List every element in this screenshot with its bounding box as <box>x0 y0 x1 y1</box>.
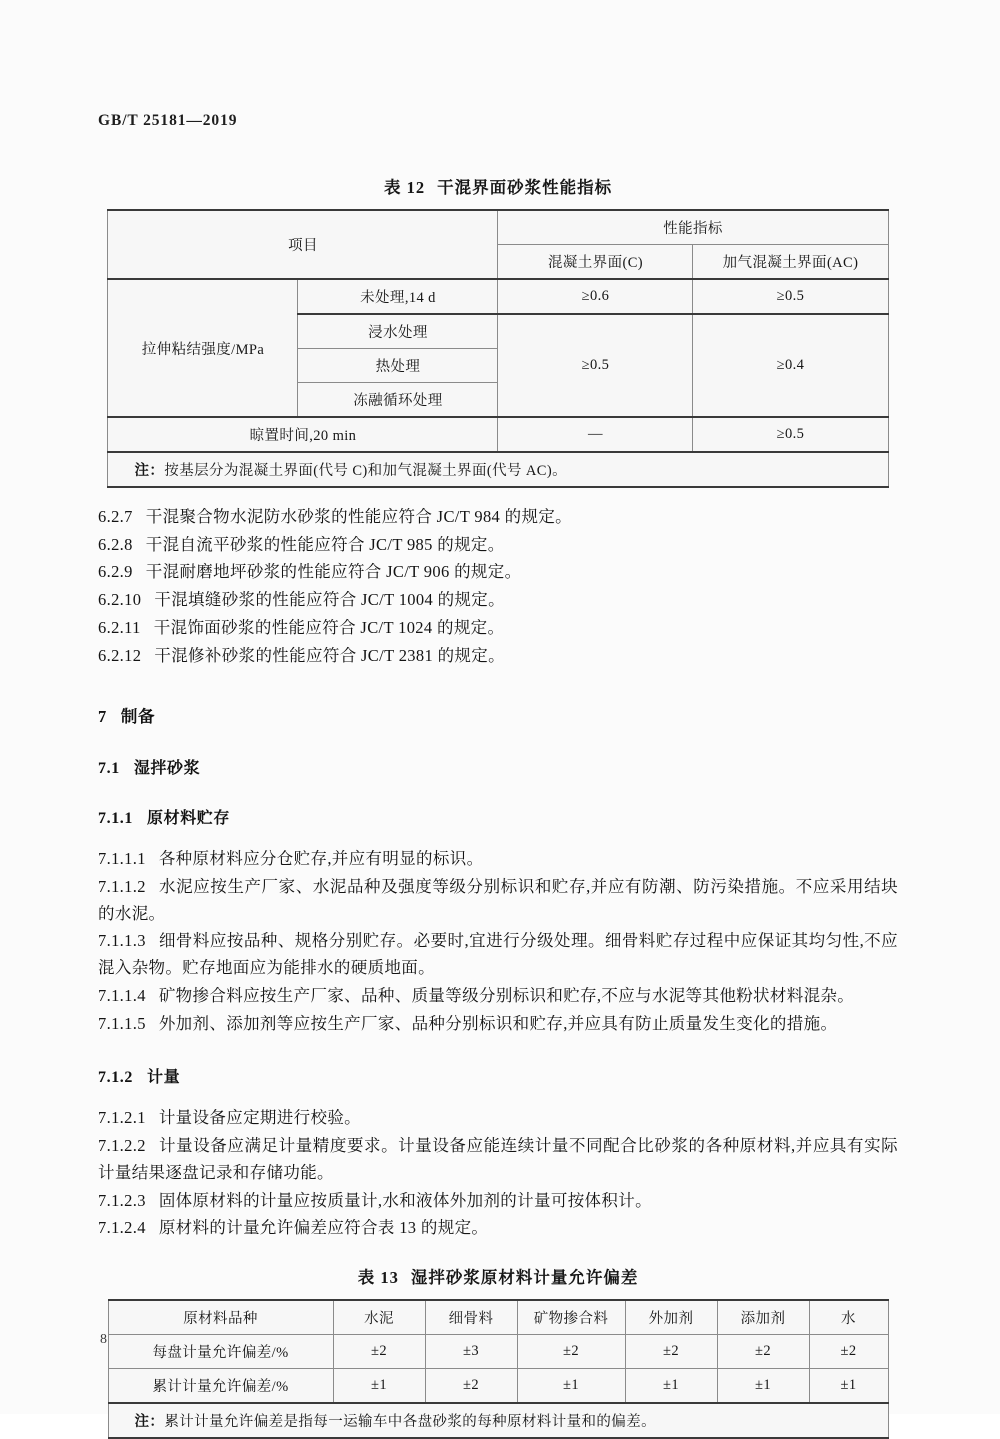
table-13-cell: ±1 <box>517 1368 625 1403</box>
table-12-note-row <box>108 452 888 487</box>
table-12-condition: 热处理 <box>298 349 498 383</box>
table-13-caption <box>98 1264 898 1288</box>
table-13-caption-title: 湿拌砂浆原材料计量允许偏差 <box>410 1267 639 1287</box>
table-12-header-performance: 性能指标 <box>498 210 888 245</box>
clause-7-1-1-5 <box>98 1011 898 1038</box>
table-13-header-row <box>108 1300 888 1335</box>
table-13-cell: ±2 <box>625 1334 717 1368</box>
clause-number: 7.1.1.4 <box>98 985 146 1005</box>
clause-6-2-10 <box>98 587 898 614</box>
clause-text: 各种原材料应分仓贮存,并应有明显的标识。 <box>158 849 484 869</box>
clause-text: 计量设备应满足计量精度要求。计量设备应能连续计量不同配合比砂浆的各种原材料,并应具有实际计量结果逐盘记录和存储功能。 <box>98 1136 898 1182</box>
table-12-note-text: 按基层分为混凝土界面(代号 C)和加气混凝土界面(代号 AC)。 <box>164 463 567 479</box>
clause-text: 细骨料应按品种、规格分别贮存。必要时,宜进行分级处理。细骨料贮存过程中应保证其均匀性,不应混入杂物。贮存地面应为能排水的硬质地面。 <box>98 931 898 978</box>
clause-number: 6.2.7 <box>98 507 133 526</box>
clause-number: 6.2.11 <box>98 617 141 637</box>
section-number: 7.1.2 <box>98 1069 133 1087</box>
page-content <box>98 160 898 1439</box>
clause-text: 干混填缝砂浆的性能应符合 JC/T 1004 的规定。 <box>154 590 505 610</box>
clause-text: 固体原材料的计量应按质量计,水和液体外加剂的计量可按体积计。 <box>158 1190 652 1210</box>
table-12-value-ac: ≥0.5 <box>693 279 888 314</box>
clause-number: 6.2.9 <box>98 562 133 582</box>
table-13-cell: ±1 <box>333 1368 425 1403</box>
section-title: 计量 <box>147 1069 181 1087</box>
clause-number: 7.1.1.2 <box>98 877 146 897</box>
table-13-header-mineral-admixture: 矿物掺合料 <box>517 1300 625 1335</box>
table-13 <box>108 1299 889 1439</box>
table-12-header-item: 项目 <box>108 210 498 279</box>
table-13-note-row <box>108 1403 888 1438</box>
section-number: 7 <box>98 707 107 727</box>
clause-number: 7.1.2.3 <box>98 1190 146 1210</box>
paragraph-block-7-1-1 <box>98 846 898 1037</box>
table-12-value-ac: ≥0.4 <box>693 314 888 417</box>
section-heading-7 <box>98 703 898 727</box>
clause-number: 6.2.10 <box>98 590 142 610</box>
table-12-value-c: ≥0.5 <box>498 314 693 417</box>
clause-text: 干混耐磨地坪砂浆的性能应符合 JC/T 906 的规定。 <box>145 562 522 582</box>
table-13-cell: ±2 <box>333 1334 425 1368</box>
clause-list-6-2 <box>98 504 898 669</box>
table-row <box>108 279 888 314</box>
table-12-header-sub-aerated: 加气混凝土界面(AC) <box>693 245 888 280</box>
clause-text: 外加剂、添加剂等应按生产厂家、品种分别标识和贮存,并应具有防止质量发生变化的措施。 <box>158 1013 838 1033</box>
section-heading-7-1-1 <box>98 805 898 828</box>
table-12-note <box>108 452 888 487</box>
table-13-cell: ±1 <box>625 1368 717 1403</box>
clause-7-1-2-1 <box>98 1105 898 1132</box>
paragraph-block-7-1-2 <box>98 1105 898 1242</box>
table-12-condition: 冻融循环处理 <box>298 383 498 418</box>
table-12-value-c: — <box>498 417 693 452</box>
clause-6-2-7 <box>98 504 898 531</box>
table-12-condition: 未处理,14 d <box>298 279 498 314</box>
table-13-row-label: 每盘计量允许偏差/% <box>108 1334 333 1368</box>
table-12-caption <box>98 174 898 198</box>
table-13-header-water: 水 <box>809 1300 888 1335</box>
table-row <box>108 210 888 245</box>
table-13-caption-label: 表 13 <box>357 1267 399 1287</box>
section-title: 制备 <box>120 707 156 727</box>
clause-text: 水泥应按生产厂家、水泥品种及强度等级分别标识和贮存,并应有防潮、防污染措施。不应采用结块的水泥。 <box>98 877 898 923</box>
table-12-row-group-label: 拉伸粘结强度/MPa <box>108 279 298 417</box>
page-number: 8 <box>100 1332 107 1347</box>
clause-text: 干混修补砂浆的性能应符合 JC/T 2381 的规定。 <box>154 645 505 665</box>
table-12-note-label: 注： <box>134 463 165 479</box>
clause-6-2-11 <box>98 615 898 642</box>
table-13-header-chemical-admixture: 外加剂 <box>625 1300 717 1335</box>
table-13-note <box>108 1403 888 1438</box>
clause-7-1-1-3 <box>98 928 898 981</box>
section-number: 7.1 <box>98 760 120 778</box>
clause-7-1-2-2 <box>98 1133 898 1186</box>
table-13-header-material: 原材料品种 <box>108 1300 333 1335</box>
table-row <box>108 417 888 452</box>
clause-number: 7.1.2.2 <box>98 1136 146 1156</box>
table-12-caption-title: 干混界面砂浆性能指标 <box>437 178 613 197</box>
table-12-header-sub-concrete: 混凝土界面(C) <box>498 245 693 280</box>
table-13-header-cement: 水泥 <box>333 1300 425 1335</box>
clause-7-1-1-2 <box>98 874 898 927</box>
table-12-caption-label: 表 12 <box>383 178 426 197</box>
table-row <box>108 1368 888 1403</box>
section-title: 原材料贮存 <box>147 810 231 828</box>
table-13-cell: ±2 <box>425 1368 517 1403</box>
table-row <box>108 1334 888 1368</box>
table-12-condition: 浸水处理 <box>298 314 498 349</box>
table-13-row-label: 累计计量允许偏差/% <box>108 1368 333 1403</box>
table-12-value-ac: ≥0.5 <box>693 417 888 452</box>
table-13-note-text: 累计计量允许偏差是指每一运输车中各盘砂浆的每种原材料计量和的偏差。 <box>164 1413 657 1430</box>
running-head-standard-code: GB/T 25181—2019 <box>98 112 238 129</box>
clause-text: 干混饰面砂浆的性能应符合 JC/T 1024 的规定。 <box>153 617 505 637</box>
clause-text: 计量设备应定期进行校验。 <box>158 1108 362 1128</box>
table-13-cell: ±2 <box>717 1334 809 1368</box>
section-title: 湿拌砂浆 <box>133 760 201 778</box>
clause-text: 干混自流平砂浆的性能应符合 JC/T 985 的规定。 <box>145 534 505 554</box>
clause-7-1-1-4 <box>98 983 898 1010</box>
table-13-cell: ±2 <box>517 1334 625 1368</box>
clause-text: 干混聚合物水泥防水砂浆的性能应符合 JC/T 984 的规定。 <box>145 507 573 526</box>
clause-number: 7.1.1.5 <box>98 1013 146 1033</box>
table-13-cell: ±2 <box>809 1334 888 1368</box>
section-heading-7-1-2 <box>98 1064 898 1087</box>
section-heading-7-1 <box>98 755 898 778</box>
clause-6-2-12 <box>98 643 898 670</box>
clause-number: 7.1.2.1 <box>98 1108 146 1128</box>
table-13-cell: ±1 <box>809 1368 888 1403</box>
clause-number: 7.1.2.4 <box>98 1218 146 1238</box>
clause-6-2-9 <box>98 559 898 586</box>
table-13-header-fine-aggregate: 细骨料 <box>425 1300 517 1335</box>
table-13-header-additive: 添加剂 <box>717 1300 809 1335</box>
clause-number: 6.2.12 <box>98 645 142 665</box>
table-12 <box>107 209 888 488</box>
clause-7-1-2-4 <box>98 1215 898 1242</box>
section-number: 7.1.1 <box>98 810 133 828</box>
table-13-cell: ±1 <box>717 1368 809 1403</box>
clause-number: 7.1.1.1 <box>98 849 146 869</box>
table-12-value-c: ≥0.6 <box>498 279 693 314</box>
table-13-cell: ±3 <box>425 1334 517 1368</box>
table-13-note-label: 注： <box>134 1413 165 1430</box>
clause-6-2-8 <box>98 532 898 559</box>
table-12-condition: 晾置时间,20 min <box>108 417 498 452</box>
clause-number: 6.2.8 <box>98 534 133 554</box>
clause-text: 矿物掺合料应按生产厂家、品种、质量等级分别标识和贮存,不应与水泥等其他粉状材料混杂。 <box>158 985 855 1005</box>
clause-text: 原材料的计量允许偏差应符合表 13 的规定。 <box>158 1218 489 1238</box>
clause-7-1-2-3 <box>98 1188 898 1215</box>
clause-number: 7.1.1.3 <box>98 931 146 951</box>
clause-7-1-1-1 <box>98 846 898 873</box>
